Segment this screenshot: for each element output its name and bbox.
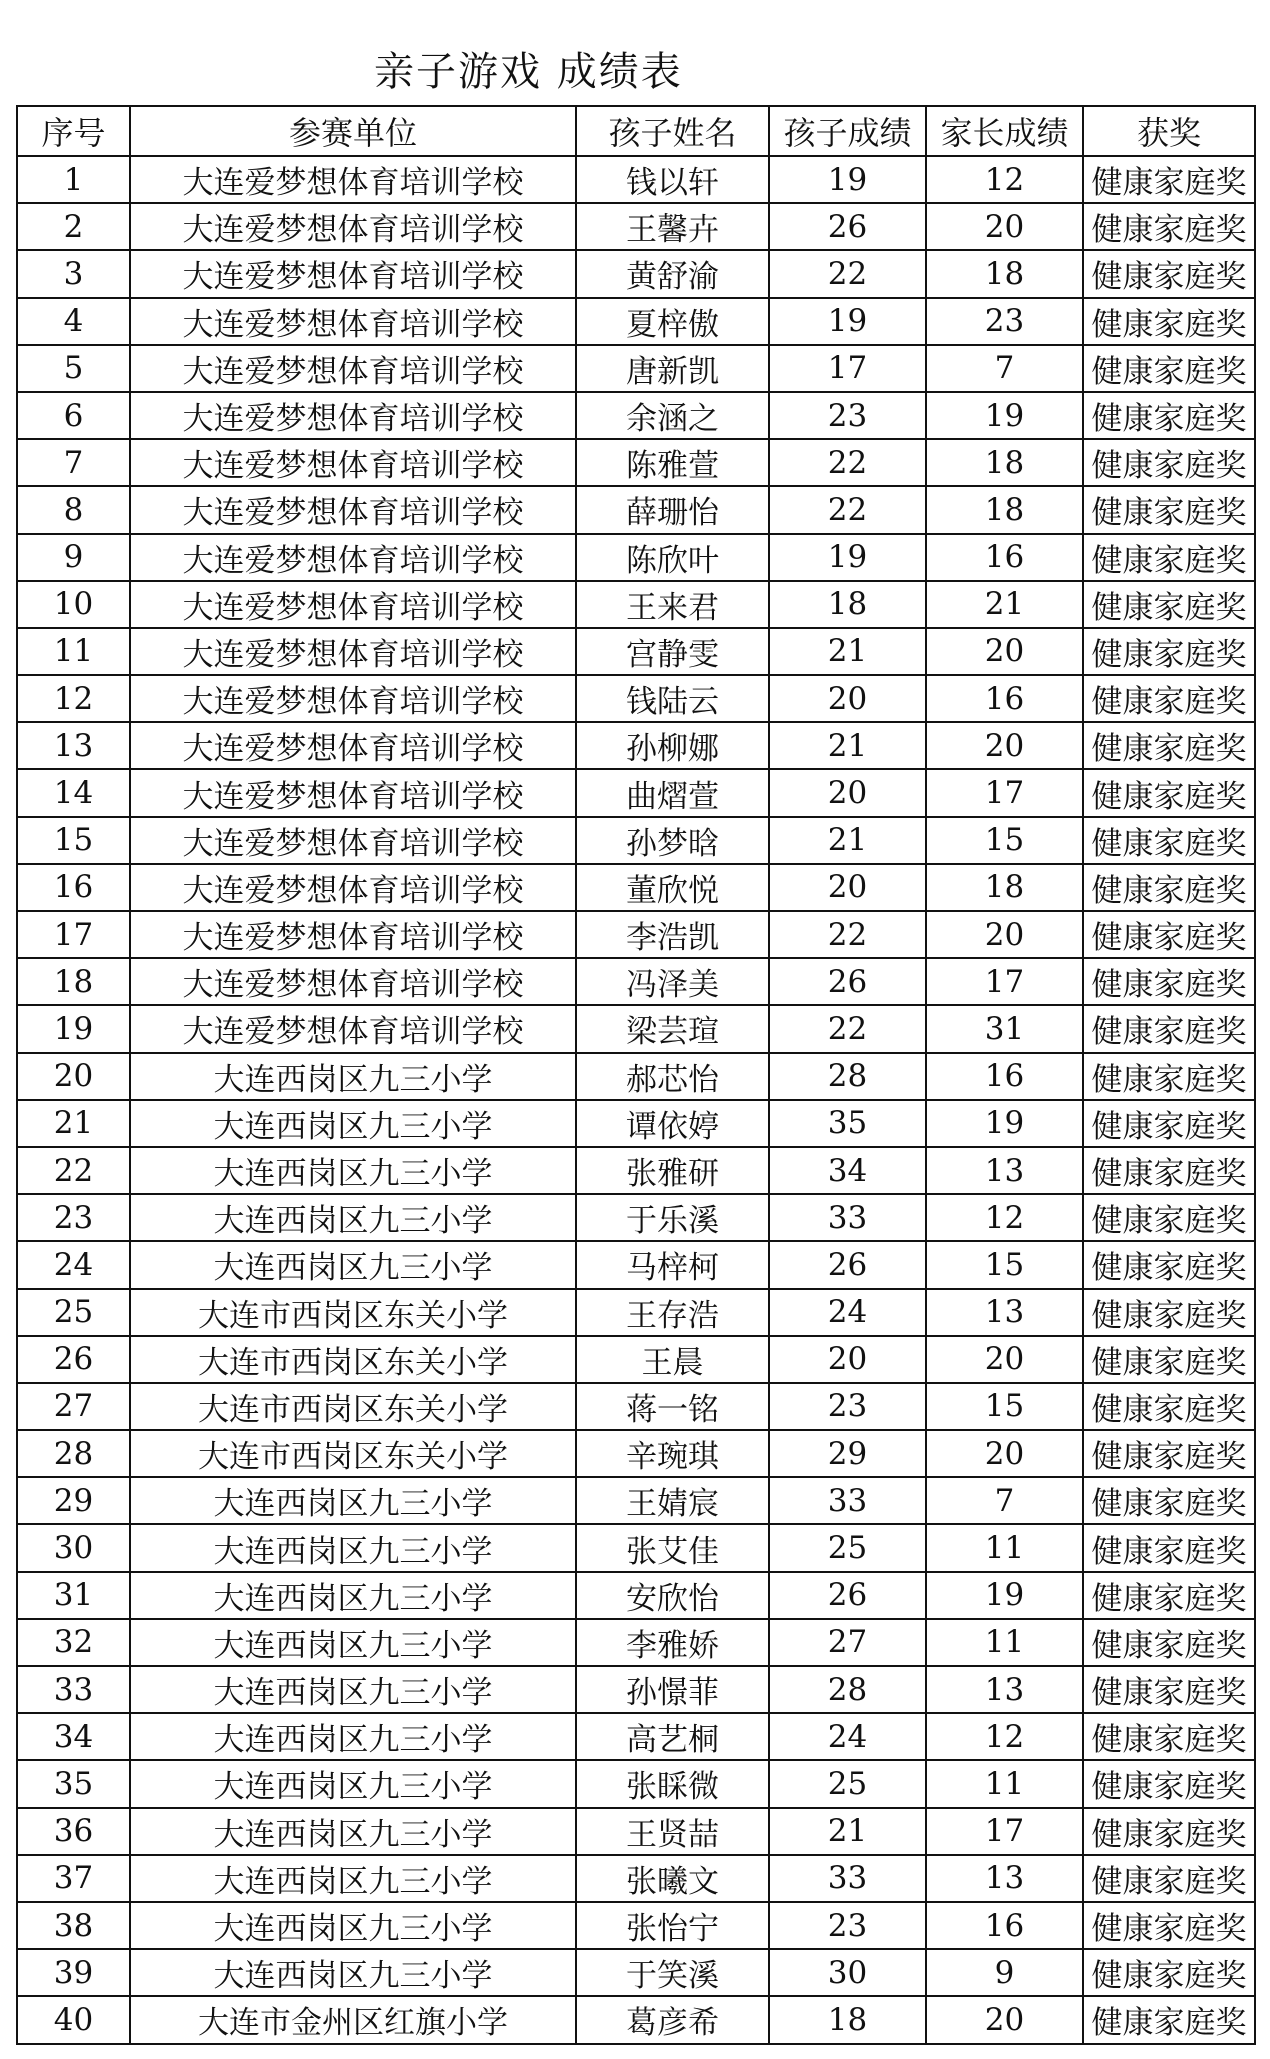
table-row (17, 1005, 1255, 1052)
table-row (17, 1996, 1255, 2043)
cell-no: 20 (17, 1053, 130, 1100)
cell-no: 23 (17, 1194, 130, 1241)
cell-parent-score: 13 (926, 1147, 1083, 1194)
cell-award: 健康家庭奖 (1083, 911, 1255, 958)
cell-award: 健康家庭奖 (1083, 675, 1255, 722)
cell-parent-score: 23 (926, 298, 1083, 345)
cell-parent-score: 17 (926, 958, 1083, 1005)
cell-award: 健康家庭奖 (1083, 1336, 1255, 1383)
cell-award: 健康家庭奖 (1083, 439, 1255, 486)
table-row (17, 769, 1255, 816)
table-row (17, 1524, 1255, 1571)
cell-child-name: 郝芯怡 (576, 1053, 769, 1100)
cell-unit: 大连市西岗区东关小学 (130, 1383, 576, 1430)
cell-award: 健康家庭奖 (1083, 534, 1255, 581)
table-row (17, 1383, 1255, 1430)
table-row (17, 958, 1255, 1005)
table-row (17, 250, 1255, 297)
cell-award: 健康家庭奖 (1083, 1383, 1255, 1430)
cell-award: 健康家庭奖 (1083, 769, 1255, 816)
cell-child-name: 李浩凯 (576, 911, 769, 958)
cell-parent-score: 17 (926, 769, 1083, 816)
cell-child-score: 19 (769, 298, 926, 345)
cell-child-name: 孙柳娜 (576, 722, 769, 769)
cell-child-score: 18 (769, 1996, 926, 2043)
cell-child-name: 张曦文 (576, 1855, 769, 1902)
table-row (17, 1100, 1255, 1147)
cell-no: 5 (17, 345, 130, 392)
table-row (17, 1855, 1255, 1902)
cell-no: 24 (17, 1241, 130, 1288)
cell-no: 10 (17, 581, 130, 628)
cell-award: 健康家庭奖 (1083, 1524, 1255, 1571)
cell-unit: 大连西岗区九三小学 (130, 1760, 576, 1807)
table-header-row (17, 106, 1255, 156)
cell-unit: 大连西岗区九三小学 (130, 1477, 576, 1524)
header-no: 序号 (17, 106, 130, 156)
cell-child-name: 王婧宸 (576, 1477, 769, 1524)
cell-parent-score: 18 (926, 864, 1083, 911)
cell-child-score: 22 (769, 911, 926, 958)
cell-unit: 大连市金州区红旗小学 (130, 1996, 576, 2043)
cell-award: 健康家庭奖 (1083, 1005, 1255, 1052)
cell-unit: 大连西岗区九三小学 (130, 1855, 576, 1902)
cell-no: 7 (17, 439, 130, 486)
cell-child-name: 张艾佳 (576, 1524, 769, 1571)
table-row (17, 1902, 1255, 1949)
cell-parent-score: 19 (926, 1100, 1083, 1147)
cell-award: 健康家庭奖 (1083, 1572, 1255, 1619)
cell-parent-score: 18 (926, 250, 1083, 297)
cell-unit: 大连爱梦想体育培训学校 (130, 298, 576, 345)
cell-child-name: 李雅娇 (576, 1619, 769, 1666)
cell-child-score: 33 (769, 1855, 926, 1902)
cell-child-score: 21 (769, 817, 926, 864)
cell-child-name: 宫静雯 (576, 628, 769, 675)
table-row (17, 1053, 1255, 1100)
table-row (17, 911, 1255, 958)
cell-parent-score: 11 (926, 1524, 1083, 1571)
cell-unit: 大连爱梦想体育培训学校 (130, 628, 576, 675)
cell-unit: 大连西岗区九三小学 (130, 1241, 576, 1288)
cell-award: 健康家庭奖 (1083, 864, 1255, 911)
cell-no: 11 (17, 628, 130, 675)
cell-unit: 大连爱梦想体育培训学校 (130, 769, 576, 816)
cell-child-score: 29 (769, 1430, 926, 1477)
cell-no: 39 (17, 1949, 130, 1996)
cell-parent-score: 11 (926, 1619, 1083, 1666)
cell-parent-score: 20 (926, 1996, 1083, 2043)
cell-child-score: 21 (769, 722, 926, 769)
cell-child-score: 23 (769, 392, 926, 439)
cell-parent-score: 12 (926, 1194, 1083, 1241)
cell-parent-score: 11 (926, 1760, 1083, 1807)
cell-no: 16 (17, 864, 130, 911)
cell-child-name: 董欣悦 (576, 864, 769, 911)
cell-award: 健康家庭奖 (1083, 1430, 1255, 1477)
cell-no: 31 (17, 1572, 130, 1619)
cell-child-score: 33 (769, 1477, 926, 1524)
cell-child-name: 张雅研 (576, 1147, 769, 1194)
cell-child-score: 22 (769, 250, 926, 297)
cell-child-name: 葛彦希 (576, 1996, 769, 2043)
cell-no: 33 (17, 1666, 130, 1713)
cell-child-name: 黄舒渝 (576, 250, 769, 297)
cell-parent-score: 12 (926, 156, 1083, 203)
cell-unit: 大连爱梦想体育培训学校 (130, 581, 576, 628)
cell-award: 健康家庭奖 (1083, 1619, 1255, 1666)
cell-parent-score: 13 (926, 1666, 1083, 1713)
table-row (17, 1336, 1255, 1383)
cell-unit: 大连爱梦想体育培训学校 (130, 156, 576, 203)
cell-parent-score: 15 (926, 817, 1083, 864)
cell-parent-score: 7 (926, 345, 1083, 392)
cell-child-name: 钱陆云 (576, 675, 769, 722)
cell-no: 37 (17, 1855, 130, 1902)
cell-unit: 大连爱梦想体育培训学校 (130, 203, 576, 250)
cell-unit: 大连西岗区九三小学 (130, 1524, 576, 1571)
table-row (17, 1949, 1255, 1996)
cell-award: 健康家庭奖 (1083, 1477, 1255, 1524)
cell-child-name: 唐新凯 (576, 345, 769, 392)
table-row (17, 1289, 1255, 1336)
cell-child-name: 蒋一铭 (576, 1383, 769, 1430)
cell-parent-score: 20 (926, 911, 1083, 958)
table-row (17, 534, 1255, 581)
header-unit: 参赛单位 (130, 106, 576, 156)
cell-unit: 大连爱梦想体育培训学校 (130, 392, 576, 439)
cell-no: 29 (17, 1477, 130, 1524)
cell-parent-score: 16 (926, 534, 1083, 581)
cell-child-score: 19 (769, 156, 926, 203)
cell-unit: 大连市西岗区东关小学 (130, 1289, 576, 1336)
cell-child-score: 22 (769, 1005, 926, 1052)
cell-unit: 大连西岗区九三小学 (130, 1902, 576, 1949)
cell-parent-score: 15 (926, 1383, 1083, 1430)
cell-no: 21 (17, 1100, 130, 1147)
cell-unit: 大连西岗区九三小学 (130, 1100, 576, 1147)
cell-parent-score: 16 (926, 1902, 1083, 1949)
table-row (17, 628, 1255, 675)
table-row (17, 439, 1255, 486)
cell-unit: 大连西岗区九三小学 (130, 1572, 576, 1619)
cell-unit: 大连爱梦想体育培训学校 (130, 1005, 576, 1052)
table-row (17, 156, 1255, 203)
header-award: 获奖 (1083, 106, 1255, 156)
cell-award: 健康家庭奖 (1083, 1194, 1255, 1241)
cell-child-name: 王贤喆 (576, 1808, 769, 1855)
cell-unit: 大连西岗区九三小学 (130, 1147, 576, 1194)
cell-award: 健康家庭奖 (1083, 628, 1255, 675)
cell-no: 14 (17, 769, 130, 816)
cell-child-name: 夏梓傲 (576, 298, 769, 345)
cell-award: 健康家庭奖 (1083, 298, 1255, 345)
cell-unit: 大连西岗区九三小学 (130, 1194, 576, 1241)
cell-child-score: 20 (769, 675, 926, 722)
cell-parent-score: 15 (926, 1241, 1083, 1288)
cell-parent-score: 13 (926, 1289, 1083, 1336)
cell-unit: 大连爱梦想体育培训学校 (130, 958, 576, 1005)
cell-parent-score: 19 (926, 392, 1083, 439)
table-row (17, 486, 1255, 533)
cell-award: 健康家庭奖 (1083, 1147, 1255, 1194)
table-row (17, 1430, 1255, 1477)
cell-parent-score: 16 (926, 1053, 1083, 1100)
cell-child-name: 辛琬琪 (576, 1430, 769, 1477)
cell-child-score: 26 (769, 958, 926, 1005)
cell-child-name: 张睬微 (576, 1760, 769, 1807)
cell-no: 4 (17, 298, 130, 345)
table-row (17, 1666, 1255, 1713)
cell-no: 28 (17, 1430, 130, 1477)
cell-child-score: 28 (769, 1053, 926, 1100)
table-row (17, 1194, 1255, 1241)
cell-award: 健康家庭奖 (1083, 250, 1255, 297)
cell-no: 30 (17, 1524, 130, 1571)
cell-unit: 大连市西岗区东关小学 (130, 1336, 576, 1383)
table-row (17, 345, 1255, 392)
cell-unit: 大连西岗区九三小学 (130, 1713, 576, 1760)
cell-no: 34 (17, 1713, 130, 1760)
cell-award: 健康家庭奖 (1083, 1996, 1255, 2043)
cell-child-score: 20 (769, 769, 926, 816)
cell-parent-score: 17 (926, 1808, 1083, 1855)
cell-unit: 大连西岗区九三小学 (130, 1949, 576, 1996)
cell-no: 25 (17, 1289, 130, 1336)
cell-award: 健康家庭奖 (1083, 1666, 1255, 1713)
cell-child-name: 高艺桐 (576, 1713, 769, 1760)
cell-award: 健康家庭奖 (1083, 958, 1255, 1005)
cell-no: 38 (17, 1902, 130, 1949)
cell-award: 健康家庭奖 (1083, 1949, 1255, 1996)
cell-child-name: 梁芸瑄 (576, 1005, 769, 1052)
table-row (17, 675, 1255, 722)
table-row (17, 392, 1255, 439)
table-row (17, 1713, 1255, 1760)
cell-child-score: 23 (769, 1383, 926, 1430)
cell-child-score: 23 (769, 1902, 926, 1949)
cell-child-score: 22 (769, 439, 926, 486)
cell-child-score: 20 (769, 1336, 926, 1383)
cell-award: 健康家庭奖 (1083, 156, 1255, 203)
cell-parent-score: 31 (926, 1005, 1083, 1052)
cell-award: 健康家庭奖 (1083, 392, 1255, 439)
cell-parent-score: 9 (926, 1949, 1083, 1996)
cell-child-score: 34 (769, 1147, 926, 1194)
header-parent-score: 家长成绩 (926, 106, 1083, 156)
header-child-name: 孩子姓名 (576, 106, 769, 156)
cell-no: 13 (17, 722, 130, 769)
cell-child-score: 26 (769, 203, 926, 250)
cell-parent-score: 7 (926, 1477, 1083, 1524)
cell-parent-score: 20 (926, 722, 1083, 769)
cell-no: 2 (17, 203, 130, 250)
cell-no: 22 (17, 1147, 130, 1194)
cell-award: 健康家庭奖 (1083, 203, 1255, 250)
cell-child-name: 陈雅萱 (576, 439, 769, 486)
cell-no: 19 (17, 1005, 130, 1052)
cell-no: 32 (17, 1619, 130, 1666)
cell-no: 40 (17, 1996, 130, 2043)
cell-parent-score: 20 (926, 1336, 1083, 1383)
cell-no: 18 (17, 958, 130, 1005)
table-row (17, 1619, 1255, 1666)
cell-award: 健康家庭奖 (1083, 817, 1255, 864)
cell-child-name: 王来君 (576, 581, 769, 628)
cell-child-name: 薛珊怡 (576, 486, 769, 533)
cell-child-score: 19 (769, 534, 926, 581)
table-row (17, 581, 1255, 628)
cell-award: 健康家庭奖 (1083, 1713, 1255, 1760)
cell-child-name: 孙憬菲 (576, 1666, 769, 1713)
cell-child-name: 安欣怡 (576, 1572, 769, 1619)
cell-award: 健康家庭奖 (1083, 1289, 1255, 1336)
table-row (17, 1241, 1255, 1288)
cell-parent-score: 16 (926, 675, 1083, 722)
cell-child-name: 于乐溪 (576, 1194, 769, 1241)
cell-child-name: 余涵之 (576, 392, 769, 439)
cell-unit: 大连市西岗区东关小学 (130, 1430, 576, 1477)
cell-child-name: 钱以轩 (576, 156, 769, 203)
cell-award: 健康家庭奖 (1083, 1902, 1255, 1949)
cell-award: 健康家庭奖 (1083, 1053, 1255, 1100)
cell-parent-score: 18 (926, 439, 1083, 486)
cell-unit: 大连爱梦想体育培训学校 (130, 817, 576, 864)
table-row (17, 817, 1255, 864)
table-row (17, 864, 1255, 911)
cell-parent-score: 20 (926, 628, 1083, 675)
cell-child-name: 马梓柯 (576, 1241, 769, 1288)
cell-unit: 大连爱梦想体育培训学校 (130, 722, 576, 769)
table-row (17, 1572, 1255, 1619)
cell-unit: 大连爱梦想体育培训学校 (130, 675, 576, 722)
score-table (16, 105, 1256, 2045)
cell-no: 6 (17, 392, 130, 439)
cell-unit: 大连爱梦想体育培训学校 (130, 250, 576, 297)
cell-award: 健康家庭奖 (1083, 722, 1255, 769)
cell-child-name: 冯泽美 (576, 958, 769, 1005)
cell-parent-score: 12 (926, 1713, 1083, 1760)
cell-no: 1 (17, 156, 130, 203)
cell-unit: 大连西岗区九三小学 (130, 1619, 576, 1666)
cell-no: 3 (17, 250, 130, 297)
table-body (17, 156, 1255, 2044)
cell-no: 27 (17, 1383, 130, 1430)
cell-award: 健康家庭奖 (1083, 345, 1255, 392)
cell-child-score: 27 (769, 1619, 926, 1666)
cell-no: 36 (17, 1808, 130, 1855)
cell-unit: 大连西岗区九三小学 (130, 1053, 576, 1100)
cell-unit: 大连爱梦想体育培训学校 (130, 486, 576, 533)
cell-child-name: 谭依婷 (576, 1100, 769, 1147)
table-row (17, 1477, 1255, 1524)
cell-unit: 大连爱梦想体育培训学校 (130, 439, 576, 486)
cell-child-name: 王馨卉 (576, 203, 769, 250)
cell-no: 35 (17, 1760, 130, 1807)
table-row (17, 1808, 1255, 1855)
cell-no: 15 (17, 817, 130, 864)
cell-child-score: 21 (769, 1808, 926, 1855)
cell-child-name: 王存浩 (576, 1289, 769, 1336)
cell-child-score: 26 (769, 1572, 926, 1619)
cell-award: 健康家庭奖 (1083, 581, 1255, 628)
cell-award: 健康家庭奖 (1083, 1241, 1255, 1288)
table-row (17, 1760, 1255, 1807)
cell-child-name: 王晨 (576, 1336, 769, 1383)
page-title-text: 亲子游戏 成绩表 (374, 49, 683, 95)
cell-no: 8 (17, 486, 130, 533)
cell-unit: 大连西岗区九三小学 (130, 1808, 576, 1855)
cell-child-score: 33 (769, 1194, 926, 1241)
cell-unit: 大连爱梦想体育培训学校 (130, 864, 576, 911)
cell-unit: 大连西岗区九三小学 (130, 1666, 576, 1713)
cell-unit: 大连爱梦想体育培训学校 (130, 911, 576, 958)
cell-no: 26 (17, 1336, 130, 1383)
cell-award: 健康家庭奖 (1083, 1760, 1255, 1807)
cell-child-score: 24 (769, 1713, 926, 1760)
cell-child-score: 35 (769, 1100, 926, 1147)
cell-child-score: 20 (769, 864, 926, 911)
cell-child-score: 22 (769, 486, 926, 533)
cell-child-score: 25 (769, 1524, 926, 1571)
cell-child-score: 28 (769, 1666, 926, 1713)
cell-award: 健康家庭奖 (1083, 1100, 1255, 1147)
table-row (17, 722, 1255, 769)
cell-parent-score: 13 (926, 1855, 1083, 1902)
cell-award: 健康家庭奖 (1083, 1855, 1255, 1902)
cell-parent-score: 20 (926, 203, 1083, 250)
cell-child-name: 孙梦晗 (576, 817, 769, 864)
cell-child-name: 陈欣叶 (576, 534, 769, 581)
cell-no: 9 (17, 534, 130, 581)
cell-child-score: 30 (769, 1949, 926, 1996)
table-row (17, 1147, 1255, 1194)
cell-child-score: 18 (769, 581, 926, 628)
cell-parent-score: 19 (926, 1572, 1083, 1619)
table-row (17, 203, 1255, 250)
cell-child-score: 26 (769, 1241, 926, 1288)
table-row (17, 298, 1255, 345)
cell-unit: 大连爱梦想体育培训学校 (130, 534, 576, 581)
cell-award: 健康家庭奖 (1083, 1808, 1255, 1855)
cell-child-score: 24 (769, 1289, 926, 1336)
cell-no: 12 (17, 675, 130, 722)
cell-parent-score: 21 (926, 581, 1083, 628)
cell-child-score: 25 (769, 1760, 926, 1807)
cell-award: 健康家庭奖 (1083, 486, 1255, 533)
cell-child-name: 张怡宁 (576, 1902, 769, 1949)
cell-child-score: 21 (769, 628, 926, 675)
cell-child-name: 曲熠萱 (576, 769, 769, 816)
cell-parent-score: 20 (926, 1430, 1083, 1477)
cell-child-name: 于笑溪 (576, 1949, 769, 1996)
cell-no: 17 (17, 911, 130, 958)
cell-unit: 大连爱梦想体育培训学校 (130, 345, 576, 392)
header-child-score: 孩子成绩 (769, 106, 926, 156)
cell-parent-score: 18 (926, 486, 1083, 533)
cell-child-score: 17 (769, 345, 926, 392)
